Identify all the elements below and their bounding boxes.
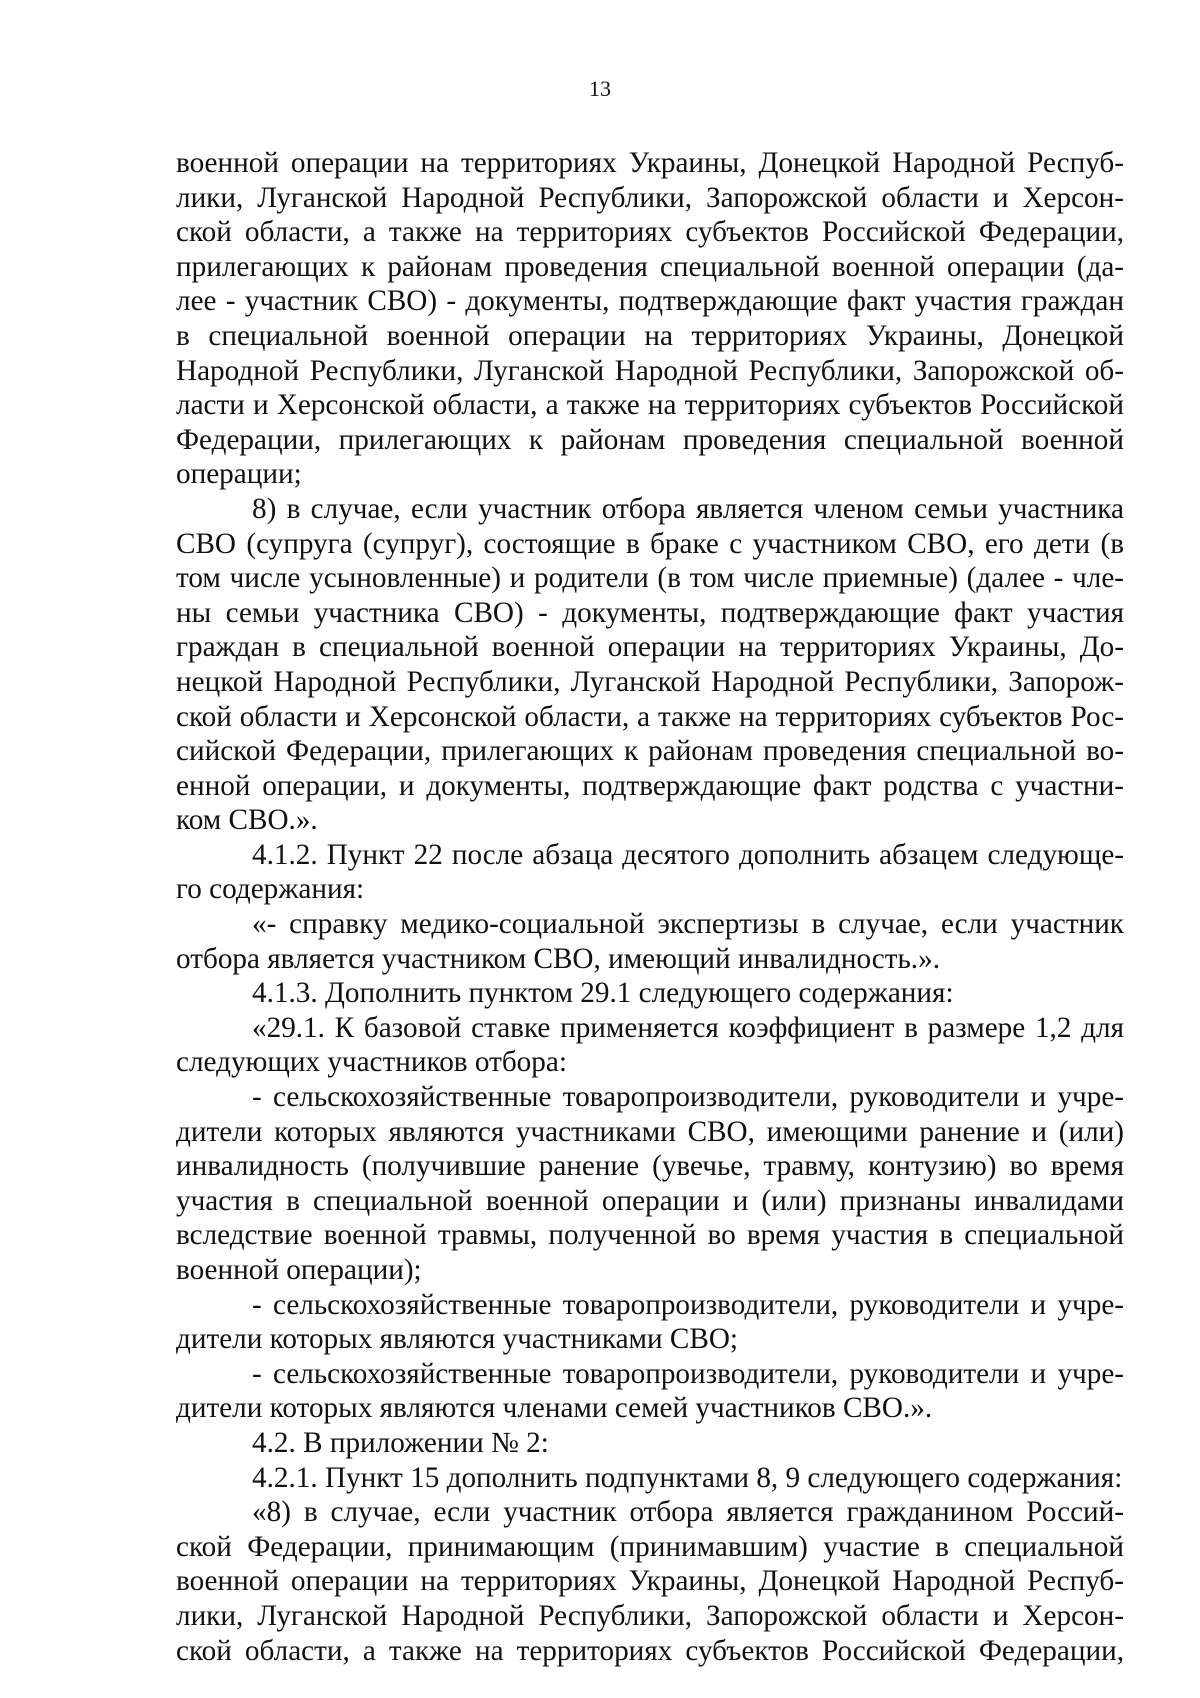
text-line: Народной Республики, Луганской Народной Республики, Запорожской об- xyxy=(176,354,1124,387)
text-line: 4.2. В приложении № 2: xyxy=(252,1426,549,1459)
text-line: военной операции на территориях Украины, Донецкой Народной Респуб- xyxy=(176,147,1124,179)
text-line: 8) в случае, если участник отбора является членом семьи участника xyxy=(252,492,1124,525)
text-line: том числе усыновленные) и родители (в том числе приемные) (далее - чле- xyxy=(176,562,1124,595)
page-number: 13 xyxy=(589,76,611,101)
text-line: прилегающих к районам проведения специальной военной операции (да- xyxy=(176,250,1124,283)
text-line: - сельскохозяйственные товаропроизводители, руководители и учре- xyxy=(252,1288,1124,1321)
text-line: 4.1.2. Пункт 22 после абзаца десятого дополнить абзацем следующе- xyxy=(252,838,1124,871)
text-line: инвалидность (получившие ранение (увечье, травму, контузию) во время xyxy=(176,1150,1124,1183)
text-line: ны семьи участника СВО) - документы, подтверждающие факт участия xyxy=(176,596,1124,629)
text-line: дители которых являются участниками СВО; xyxy=(176,1323,739,1356)
text-line: сийской Федерации, прилегающих к районам проведения специальной во- xyxy=(176,735,1124,768)
text-line: 4.2.1. Пункт 15 дополнить подпунктами 8, 9 следующего содержания: xyxy=(252,1461,1123,1494)
text-line: дители которых являются членами семей участников СВО.». xyxy=(176,1392,933,1425)
text-line: - сельскохозяйственные товаропроизводители, руководители и учре- xyxy=(252,1357,1124,1390)
text-line: ской Федерации, принимающим (принимавшим) участие в специальной xyxy=(176,1530,1124,1563)
text-line: вследствие военной травмы, полученной во время участия в специальной xyxy=(176,1219,1124,1252)
text-line: 4.1.3. Дополнить пунктом 29.1 следующего содержания: xyxy=(252,977,954,1010)
text-line: ской области, а также на территориях субъектов Российской Федерации, xyxy=(176,1634,1124,1667)
text-line: участия в специальной военной операции и (или) признаны инвалидами xyxy=(176,1184,1124,1217)
text-line: лики, Луганской Народной Республики, Запорожской области и Херсон- xyxy=(176,1599,1124,1632)
text-line: операции; xyxy=(176,458,302,491)
text-line: дители которых являются участниками СВО, имеющими ранение и (или) xyxy=(176,1115,1124,1148)
text-line: «29.1. К базовой ставке применяется коэффициент в размере 1,2 для xyxy=(252,1011,1124,1044)
text-line: ской области, а также на территориях субъектов Российской Федерации, xyxy=(176,216,1124,249)
text-line: лики, Луганской Народной Республики, Запорожской области и Херсон- xyxy=(176,181,1124,214)
text-line: отбора является участником СВО, имеющий инвалидность.». xyxy=(176,942,940,975)
text-line: граждан в специальной военной операции на территориях Украины, До- xyxy=(176,631,1124,664)
text-line: ской области и Херсонской области, а также на территориях субъектов Рос- xyxy=(176,700,1124,733)
text-line: в специальной военной операции на территориях Украины, Донецкой xyxy=(176,319,1124,352)
text-line: ласти и Херсонской области, а также на территориях субъектов Российской xyxy=(176,389,1124,422)
document-body xyxy=(176,146,1124,1668)
text-line: нецкой Народной Республики, Луганской Народной Республики, Запорож- xyxy=(176,665,1124,698)
text-line: «8) в случае, если участник отбора является гражданином Россий- xyxy=(252,1496,1124,1529)
text-line: следующих участников отбора: xyxy=(176,1046,567,1079)
text-line: - сельскохозяйственные товаропроизводители, руководители и учре- xyxy=(252,1081,1124,1114)
text-line: лее - участник СВО) - документы, подтверждающие факт участия граждан xyxy=(176,285,1124,318)
text-line: «- справку медико-социальной экспертизы в случае, если участник xyxy=(252,908,1124,941)
text-line: военной операции на территориях Украины, Донецкой Народной Респуб- xyxy=(176,1565,1124,1598)
text-line: го содержания: xyxy=(176,873,365,906)
text-line: ком СВО.». xyxy=(176,804,318,837)
text-line: енной операции, и документы, подтверждающие факт родства с участни- xyxy=(176,769,1124,802)
text-line: СВО (супруга (супруг), состоящие в браке с участником СВО, его дети (в xyxy=(176,527,1124,560)
text-line: Федерации, прилегающих к районам проведения специальной военной xyxy=(176,423,1124,456)
text-line: военной операции); xyxy=(176,1254,422,1286)
